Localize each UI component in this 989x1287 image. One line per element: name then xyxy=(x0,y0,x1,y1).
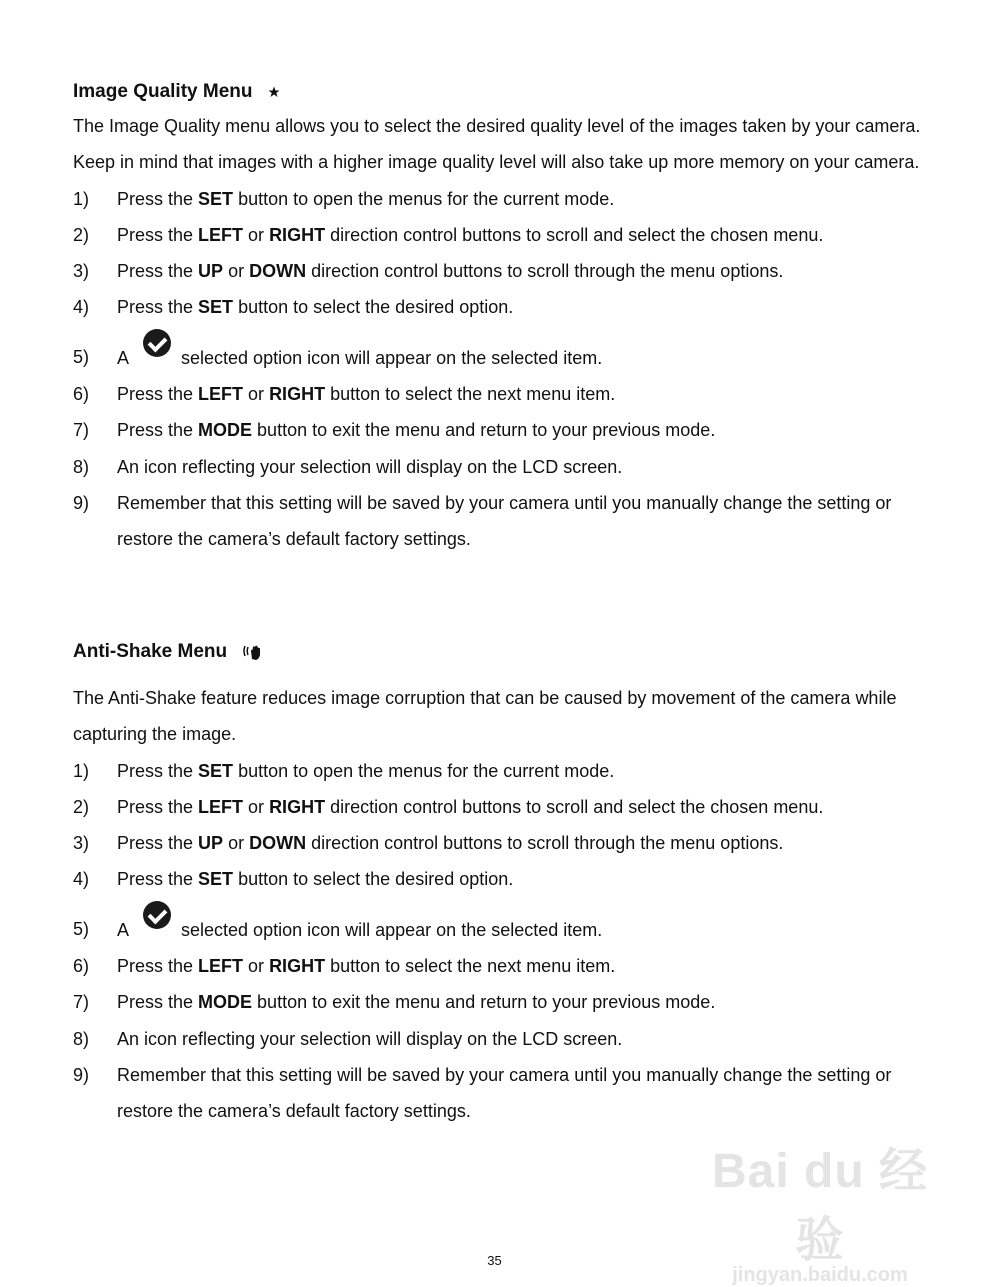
list-item: 7) Press the MODE button to exit the menu and return to your previous mode. xyxy=(73,420,716,441)
list-item: 2) Press the LEFT or RIGHT direction control buttons to scroll and select the chosen menu. xyxy=(73,224,824,245)
list-item: 4) Press the SET button to select the desired option. xyxy=(73,869,514,890)
section-heading xyxy=(73,640,933,664)
heading-text: Anti-Shake Menu xyxy=(73,641,228,662)
watermark-url: jingyan.baidu.com xyxy=(732,1264,908,1286)
check-circle-icon xyxy=(143,901,171,929)
steps-list xyxy=(73,181,933,558)
watermark-logo-text: Bai du 经验 xyxy=(711,1145,928,1267)
list-item: 2) Press the LEFT or RIGHT direction control buttons to scroll and select the chosen menu. xyxy=(73,796,824,817)
list-item: 4) Press the SET button to select the desired option. xyxy=(73,297,514,318)
list-item: 5) A selected option icon will appear on the selected item. xyxy=(73,911,933,948)
list-item: 9) Remember that this setting will be saved by your camera until you manually change the setting or restore the camera’s default factory settings. xyxy=(73,1064,892,1122)
baidu-watermark xyxy=(700,1132,940,1286)
page-number: 35 xyxy=(487,1253,502,1268)
section-intro: The Anti-Shake feature reduces image corruption that can be caused by movement of the camera while capturing the image. xyxy=(73,688,897,745)
list-item: 3) Press the UP or DOWN direction control buttons to scroll through the menu options. xyxy=(73,261,784,282)
shaking-hand-icon xyxy=(243,643,263,661)
list-item: 6) Press the LEFT or RIGHT button to select the next menu item. xyxy=(73,384,616,405)
list-item: 9) Remember that this setting will be saved by your camera until you manually change the setting or restore the camera’s default factory settings. xyxy=(73,492,892,550)
star-icon xyxy=(268,86,280,98)
section-intro: The Image Quality menu allows you to select the desired quality level of the images taken by your camera. Keep in mind that images with a higher image quality level will also take up more memory on your camera. xyxy=(73,116,921,173)
anti-shake-section xyxy=(73,640,933,1130)
heading-text: Image Quality Menu xyxy=(73,81,253,102)
check-circle-icon xyxy=(143,329,171,357)
list-item: 5) A selected option icon will appear on the selected item. xyxy=(73,339,933,376)
list-item: 1) Press the SET button to open the menus for the current mode. xyxy=(73,760,615,781)
list-item: 3) Press the UP or DOWN direction control buttons to scroll through the menu options. xyxy=(73,833,784,854)
list-item: 6) Press the LEFT or RIGHT button to select the next menu item. xyxy=(73,956,616,977)
section-heading xyxy=(73,80,933,104)
list-item: 8) An icon reflecting your selection will display on the LCD screen. xyxy=(73,1028,623,1049)
steps-list xyxy=(73,753,933,1130)
list-item: 1) Press the SET button to open the menus for the current mode. xyxy=(73,188,615,209)
image-quality-section xyxy=(73,80,933,558)
list-item: 8) An icon reflecting your selection will display on the LCD screen. xyxy=(73,456,623,477)
list-item: 7) Press the MODE button to exit the menu and return to your previous mode. xyxy=(73,992,716,1013)
